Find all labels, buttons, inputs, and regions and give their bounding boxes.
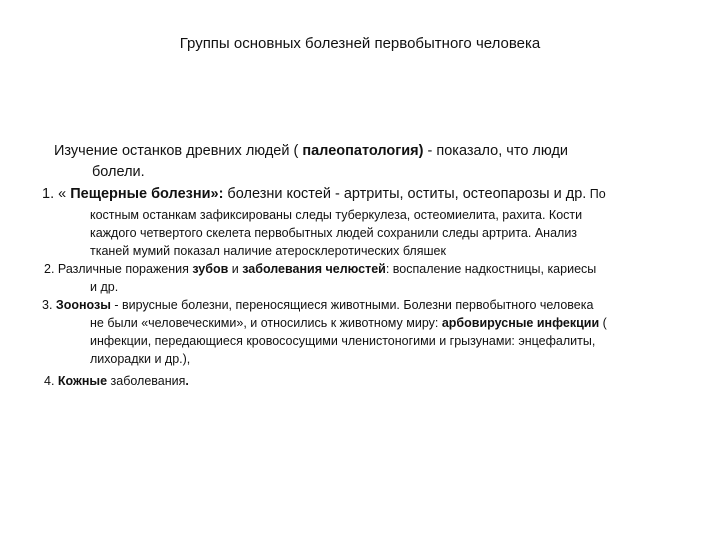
item-2-text: 2. Различные поражения: [44, 262, 193, 276]
item-3-text-2: не были «человеческими», и относились к животному миру:: [90, 316, 442, 330]
item-3-term: Зоонозы: [55, 298, 111, 312]
item-2-and: и: [228, 262, 243, 276]
item-4-line-1: [44, 374, 189, 388]
item-3-line-4: лихорадки и др.),: [90, 352, 191, 366]
item-3-paren: (: [599, 316, 607, 330]
item-4-term: Кожные: [57, 374, 108, 388]
slide-title: Группы основных болезней первобытного человека: [179, 35, 541, 52]
item-1-number: 1. «: [42, 186, 71, 202]
item-4-dot: .: [185, 374, 189, 388]
item-1-tail: По: [586, 187, 606, 201]
item-1-line-3: каждого четвертого скелета первобытных людей сохранили следы артрита. Анализ: [90, 226, 578, 240]
intro-line-2: болели.: [92, 164, 145, 180]
item-3-term-2: арбовирусные инфекции: [441, 316, 600, 330]
item-3-text: - вирусные болезни, переносящиеся животными. Болезни первобытного человека: [110, 298, 594, 312]
item-2-line-1: [44, 262, 596, 276]
item-1-line-2: костным останкам зафиксированы следы туберкулеза, остеомиелита, рахита. Кости: [90, 208, 583, 222]
item-4-text: заболевания: [107, 374, 186, 388]
item-3-line-2: [90, 316, 607, 330]
item-3-line-3: инфекции, передающиеся кровососущими членистоногими и грызунами: энцефалиты,: [90, 334, 596, 348]
item-1-term: Пещерные болезни»:: [70, 186, 224, 202]
item-4-number: 4.: [44, 374, 58, 388]
item-1-text: болезни костей - артриты, оститы, остеопарозы и др.: [223, 186, 587, 202]
item-3-number: 3.: [42, 298, 56, 312]
intro-term: палеопатология): [302, 143, 424, 159]
item-2-term-jaws: заболевания челюстей: [242, 262, 386, 276]
intro-text: Изучение останков древних людей (: [54, 143, 303, 159]
intro-text-2: - показало, что люди: [423, 143, 569, 159]
item-2-line-2: и др.: [90, 280, 119, 294]
item-2-text-2: : воспаление надкостницы, кариесы: [385, 262, 597, 276]
item-3-line-1: [42, 298, 593, 312]
item-2-term-teeth: зубов: [192, 262, 229, 276]
intro-line-1: [54, 143, 568, 159]
item-1-line-4: тканей мумий показал наличие атеросклеротических бляшек: [90, 244, 446, 258]
item-1-heading: [42, 186, 606, 202]
